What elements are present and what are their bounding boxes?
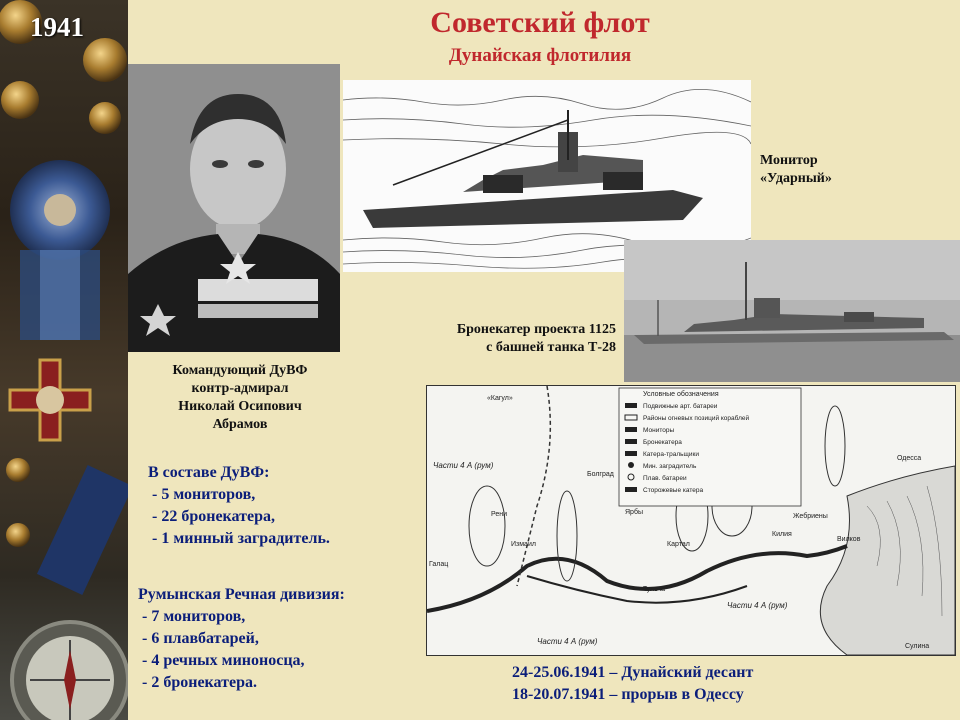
list-item: - 5 мониторов, bbox=[152, 486, 256, 503]
svg-text:Вилков: Вилков bbox=[837, 536, 861, 543]
monitor-caption-line: Монитор bbox=[760, 153, 818, 168]
armored-boat-caption-line: Бронекатер проекта 1125 bbox=[456, 322, 616, 337]
romanian-division-composition bbox=[138, 584, 345, 694]
duvf-heading: В составе ДуВФ: bbox=[148, 464, 270, 481]
svg-text:Мин. заградитель: Мин. заградитель bbox=[643, 463, 697, 470]
page-title: Советский флот bbox=[430, 6, 650, 39]
svg-text:Части 4 А (рум): Части 4 А (рум) bbox=[433, 461, 494, 470]
svg-text:Части 4 А (рум): Части 4 А (рум) bbox=[537, 637, 598, 646]
svg-text:Болград: Болград bbox=[587, 471, 614, 478]
cross-medal-icon bbox=[10, 360, 90, 440]
duvf-composition bbox=[148, 462, 330, 550]
svg-text:Рени: Рени bbox=[491, 511, 508, 518]
svg-text:Килия: Килия bbox=[772, 531, 792, 538]
decorative-medals-strip bbox=[0, 0, 128, 720]
romanian-heading: Румынская Речная дивизия: bbox=[138, 586, 345, 603]
list-item: - 2 бронекатера. bbox=[142, 674, 257, 691]
armored-boat-caption-line: с башней танка Т-28 bbox=[486, 340, 616, 355]
svg-text:Бронекатера: Бронекатера bbox=[643, 439, 682, 446]
commander-caption-line: Николай Осипович bbox=[178, 399, 302, 414]
svg-text:Сулина: Сулина bbox=[905, 643, 930, 650]
map-legend-title: Условные обозначения bbox=[643, 391, 719, 398]
commander-caption bbox=[128, 362, 352, 434]
commander-caption-line: контр-адмирал bbox=[191, 381, 289, 396]
svg-text:Одесса: Одесса bbox=[897, 455, 922, 462]
event-item: 24-25.06.1941 – Дунайский десант bbox=[512, 664, 754, 681]
svg-text:Подвижные арт. батареи: Подвижные арт. батареи bbox=[643, 403, 718, 410]
danube-operations-map bbox=[426, 385, 956, 656]
armored-boat-photo bbox=[624, 240, 960, 382]
button-icon bbox=[83, 38, 127, 82]
medals-illustration bbox=[0, 0, 128, 720]
commander-portrait-photo bbox=[128, 64, 340, 352]
list-item: - 7 мониторов, bbox=[142, 608, 246, 625]
svg-text:Сторожевые катера: Сторожевые катера bbox=[643, 487, 704, 494]
svg-text:Картал: Картал bbox=[667, 541, 690, 548]
svg-text:Катера-тральщики: Катера-тральщики bbox=[643, 451, 700, 458]
svg-text:Жебриены: Жебриены bbox=[793, 513, 828, 520]
list-item: - 6 плавбатарей, bbox=[142, 630, 259, 647]
svg-text:Ярбы: Ярбы bbox=[625, 509, 643, 516]
svg-text:Мониторы: Мониторы bbox=[643, 427, 675, 434]
events-list bbox=[512, 662, 753, 706]
event-item: 18-20.07.1941 – прорыв в Одессу bbox=[512, 686, 744, 703]
monitor-caption bbox=[760, 152, 880, 188]
list-item: - 4 речных миноносца, bbox=[142, 652, 305, 669]
page-subtitle: Дунайская флотилия bbox=[448, 45, 632, 66]
commander-caption-line: Командующий ДуВФ bbox=[172, 363, 308, 378]
list-item: - 22 бронекатера, bbox=[152, 508, 275, 525]
armored-boat-caption bbox=[420, 321, 616, 357]
svg-text:Плав. батареи: Плав. батареи bbox=[643, 475, 687, 482]
svg-text:«Кагул»: «Кагул» bbox=[487, 395, 513, 402]
commander-caption-line: Абрамов bbox=[212, 417, 268, 432]
monitor-caption-line: «Ударный» bbox=[760, 171, 832, 186]
svg-text:Районы огневых позиций корабле: Районы огневых позиций кораблей bbox=[643, 415, 750, 422]
svg-text:Измаил: Измаил bbox=[511, 541, 536, 548]
year-label: 1941 bbox=[30, 12, 84, 42]
svg-text:Части 4 А (рум): Части 4 А (рум) bbox=[727, 601, 788, 610]
svg-text:Тульча: Тульча bbox=[643, 586, 666, 593]
list-item: - 1 минный заградитель. bbox=[152, 530, 330, 547]
button-icon bbox=[1, 81, 39, 119]
svg-text:Галац: Галац bbox=[429, 561, 449, 568]
